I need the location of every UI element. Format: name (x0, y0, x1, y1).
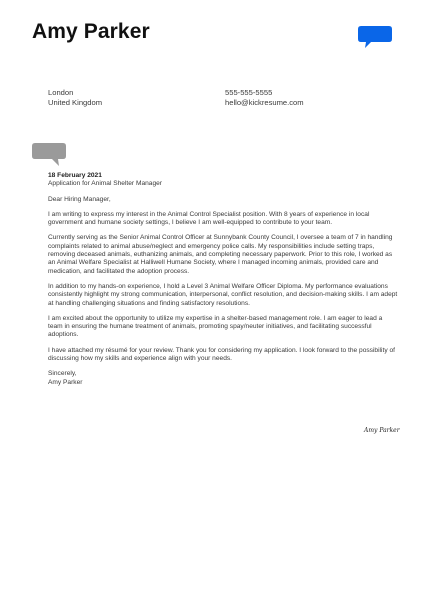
letter-closing-name: Amy Parker (48, 378, 83, 386)
contact-email: hello@kickresume.com (225, 97, 304, 107)
letter-closing: Sincerely, (48, 370, 77, 378)
letter-body (48, 172, 398, 387)
contact-details (225, 88, 304, 107)
handwritten-signature: Amy Parker (364, 427, 400, 434)
letter-paragraph: I have attached my résumé for your review. Thank you for considering my application. I look forward to the possibility of discussing how my skills and experience align with your needs. (48, 346, 395, 363)
speech-bubble-icon (358, 26, 392, 55)
letter-date: 18 February 2021 (48, 172, 102, 179)
letter-subject: Application for Animal Shelter Manager (48, 180, 162, 188)
letter-paragraph: Currently serving as the Senior Animal Control Officer at Sunnybank County Council, I oversee a team of 7 in handling complaints related to animal abuse/neglect and emergency police calls. My responsibilities include setting traps, removing deceased animals, euthanizing animals, and completing necessary paperwork. Prior to this role, I worked as an Animal Welfare Specialist at Halliwell Humane Society, where I managed incoming animals, provided care and medication, and facilitated the adoption process. (48, 234, 393, 275)
contact-city: London (48, 88, 74, 97)
contact-phone: 555-555-5555 (225, 88, 273, 97)
letter-paragraph: I am writing to express my interest in the Animal Control Specialist position. With 8 years of experience in local government and humane society settings, I believe I am well-equipped to contribute to your team. (48, 210, 370, 227)
contact-address (48, 88, 102, 107)
applicant-name: Amy Parker (32, 20, 150, 43)
speech-bubble-icon (32, 143, 66, 172)
letter-paragraph: I am excited about the opportunity to utilize my expertise in a shelter-based management role. I am eager to lead a team in ensuring the humane treatment of animals, promoting spay/neuter initiatives, and facilitating successful adoptions. (48, 314, 383, 339)
contact-country: United Kingdom (48, 97, 103, 107)
letter-paragraph: In addition to my hands-on experience, I hold a Level 3 Animal Welfare Officer Diploma. My performance evaluations consistently highlight my strong communication, interpersonal, conflict resolution, and decision-making skills. I am adept at handling challenging situations and finding satisfactory resolutions. (48, 282, 398, 307)
letter-greeting: Dear Hiring Manager, (48, 195, 111, 203)
